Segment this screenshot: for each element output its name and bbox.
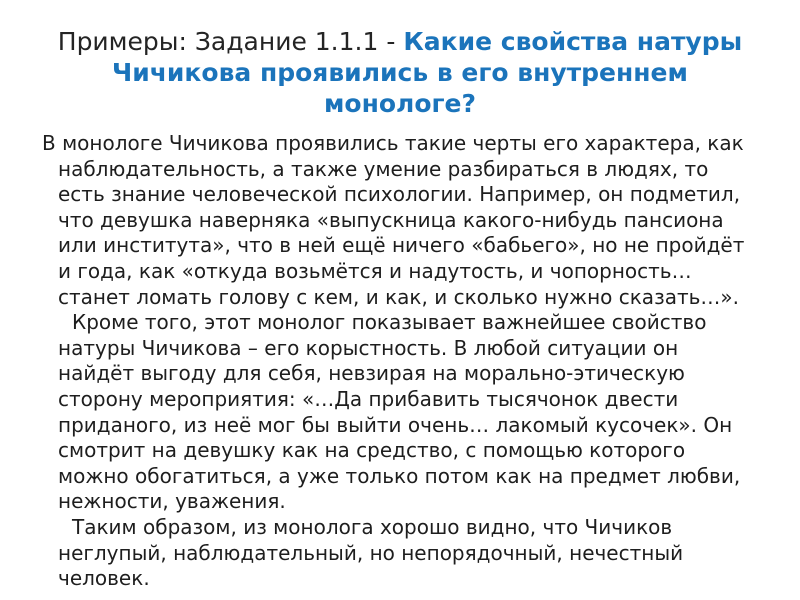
text-line: нежности, уважения.	[58, 489, 286, 514]
text-line: натуры Чичикова – его корыстность. В любой ситуации он	[58, 335, 679, 360]
title-prefix: Примеры: Задание 1.1.1 -	[57, 27, 404, 56]
title-question-part-3: монологе?	[323, 89, 477, 118]
text-line: приданого, из неё мог бы выйти очень… лакомый кусочек». Он	[58, 412, 733, 437]
slide-body	[0, 125, 800, 592]
text-line: что девушка наверняка «выпускница какого-нибудь пансиона	[58, 207, 724, 232]
text-line: можно обогатиться, а уже только потом как на предмет любви,	[58, 463, 741, 488]
text-line: станет ломать голову с кем, и как, и сколько нужно сказать…».	[58, 284, 739, 309]
paragraph-2	[42, 310, 772, 515]
text-line: неглупый, наблюдательный, но непорядочный, нечестный	[58, 540, 684, 565]
paragraph-3	[42, 515, 772, 592]
title-line-1	[30, 26, 770, 57]
text-line: Кроме того, этот монолог показывает важнейшее свойство	[72, 310, 707, 335]
text-line: есть знание человеческой психологии. Например, он подметил,	[58, 182, 741, 207]
title-question-part-1: Какие свойства натуры	[403, 27, 743, 56]
text-line: Таким образом, из монолога хорошо видно, что Чичиков	[72, 514, 673, 539]
text-line: В монологе Чичикова проявились такие черты его характера, как	[42, 131, 744, 155]
text-line: найдёт выгоду для себя, невзирая на морально-этическую	[58, 361, 685, 386]
paragraph-1	[42, 131, 772, 310]
text-line: наблюдательность, а также умение разбираться в людях, то	[58, 156, 709, 181]
text-line: и года, как «откуда возьмётся и надутость, и чопорность…	[58, 258, 692, 283]
text-line: человек.	[58, 566, 150, 591]
text-line: или института», что в ней ещё ничего «бабьего», но не пройдёт	[58, 233, 745, 258]
page-title	[30, 26, 770, 119]
title-question-part-2: Чичикова проявились в его внутреннем	[112, 58, 688, 87]
text-line: смотрит на девушку как на средство, с помощью которого	[58, 438, 686, 463]
text-line: сторону мероприятия: «…Да прибавить тысячонок двести	[58, 386, 679, 411]
